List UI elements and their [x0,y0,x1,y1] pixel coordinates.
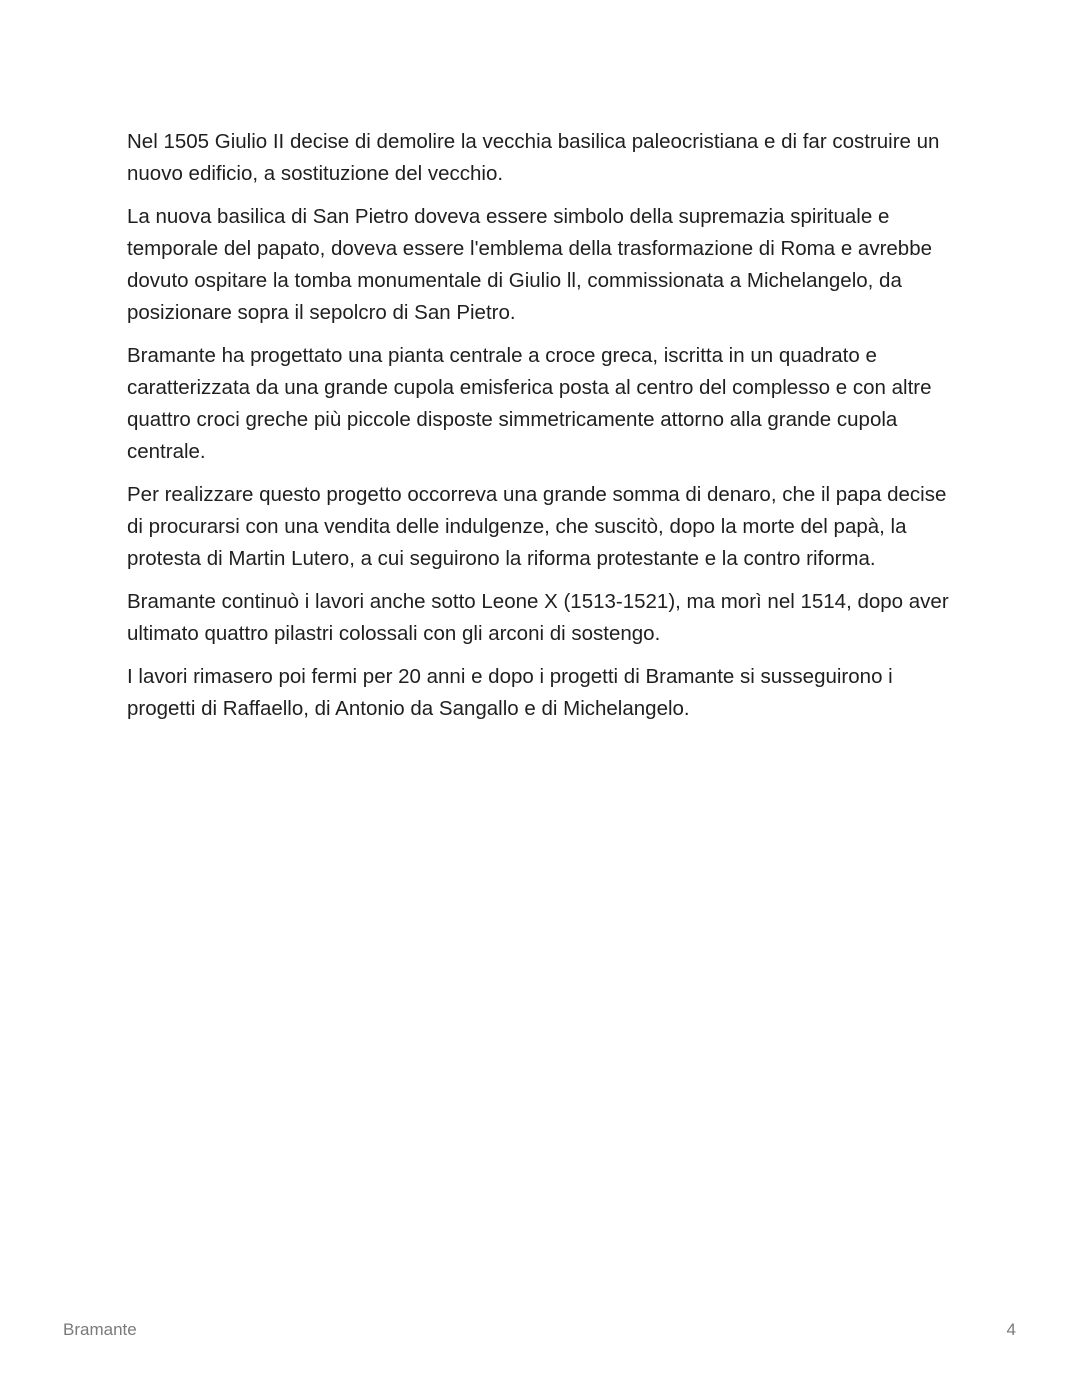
paragraph-3: Bramante ha progettato una pianta centrale a croce greca, iscritta in un quadrato e caratterizzata da una grande cupola emisferica posta al centro del complesso e con altre quattro croci greche più piccole disposte simmetricamente attorno alla grande cupola centrale. [127,344,932,463]
paragraph-6: I lavori rimasero poi fermi per 20 anni e dopo i progetti di Bramante si susseguirono i progetti di Raffaello, di Antonio da Sangallo e di Michelangelo. [127,665,893,720]
page-number: 4 [1006,1320,1016,1339]
paragraph-5: Bramante continuò i lavori anche sotto Leone X (1513-1521), ma morì nel 1514, dopo aver ultimato quattro pilastri colossali con gli arconi di sostengo. [127,590,949,645]
footer-title: Bramante [63,1320,137,1339]
paragraph-2: La nuova basilica di San Pietro doveva essere simbolo della supremazia spirituale e temporale del papato, doveva essere l'emblema della trasformazione di Roma e avrebbe dovuto ospitare la tomba monumentale di Giulio ll, commissionata a Michelangelo, da posizionare sopra il sepolcro di San Pietro. [127,205,932,324]
paragraph-1: Nel 1505 Giulio II decise di demolire la vecchia basilica paleocristiana e di far costruire un nuovo edificio, a sostituzione del vecchio. [127,130,940,185]
document-body [127,126,957,736]
paragraph-4: Per realizzare questo progetto occorreva una grande somma di denaro, che il papa decise di procurarsi con una vendita delle indulgenze, che suscitò, dopo la morte del papà, la protesta di Martin Lutero, a cui seguirono la riforma protestante e la contro riforma. [127,483,947,570]
